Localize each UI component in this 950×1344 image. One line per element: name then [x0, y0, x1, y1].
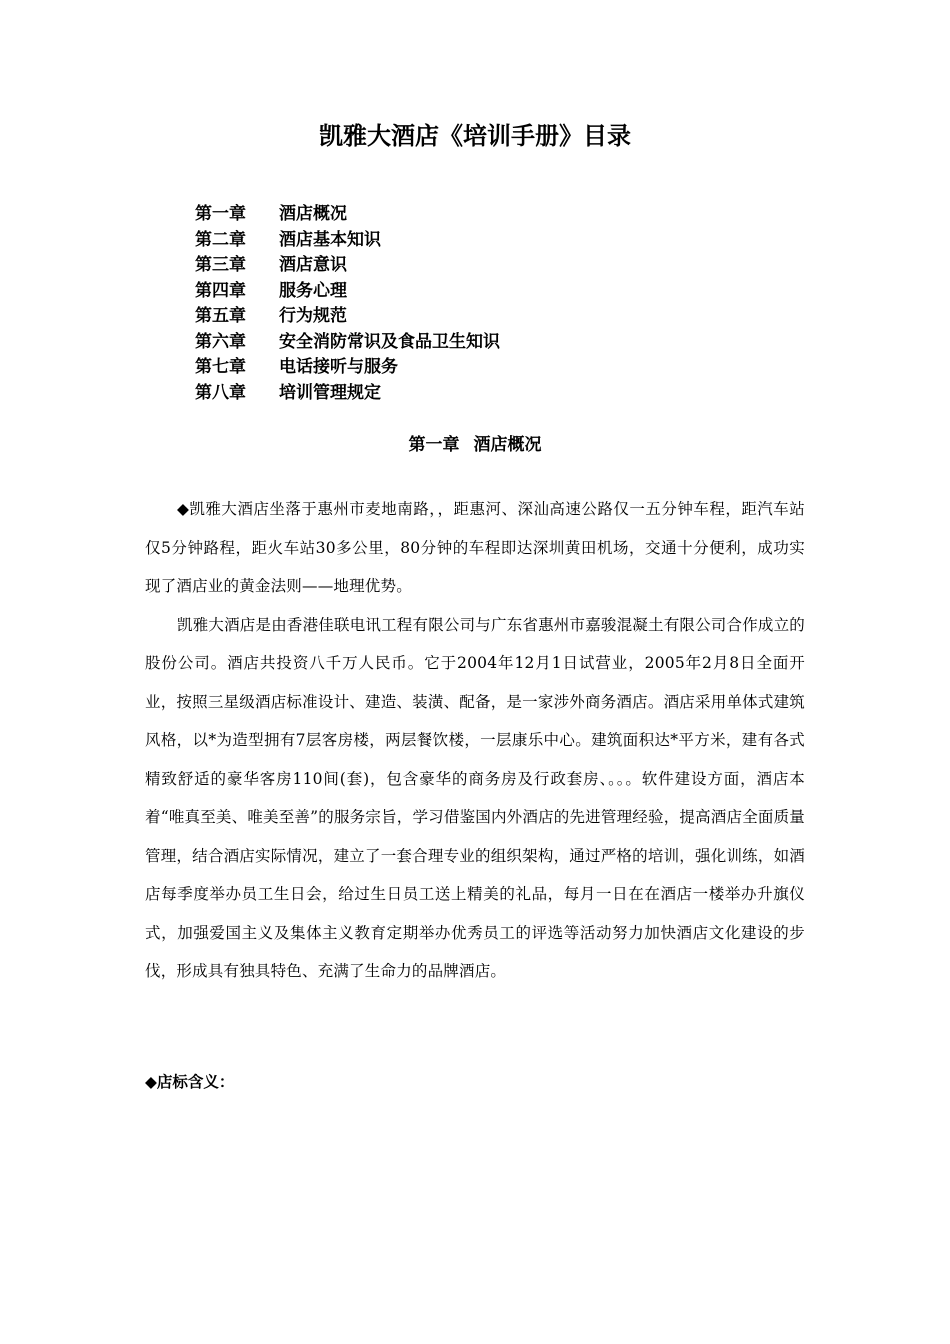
toc-chapter-name: 服务心理 — [279, 280, 347, 301]
toc-chapter-name: 行为规范 — [279, 306, 347, 326]
toc-chapter-name: 酒店基本知识 — [279, 229, 381, 250]
toc-chapter-number: 第七章 — [195, 357, 246, 377]
toc-chapter-number: 第六章 — [195, 331, 246, 352]
toc-chapter-name: 酒店意识 — [279, 255, 347, 275]
toc-entry — [195, 253, 500, 279]
table-of-contents — [195, 202, 500, 406]
toc-chapter-number: 第一章 — [195, 204, 246, 224]
toc-chapter-name: 酒店概况 — [279, 204, 347, 224]
toc-entry — [195, 381, 500, 407]
toc-entry — [195, 202, 500, 228]
body-text — [145, 490, 805, 991]
section-heading: 第一章 酒店概况 — [408, 435, 542, 455]
toc-entry — [195, 228, 500, 254]
document-title: 凯雅大酒店《培训手册》目录 — [319, 122, 631, 150]
paragraph-company-overview: 凯雅大酒店是由香港佳联电讯工程有限公司与广东省惠州市嘉骏混凝土有限公司合作成立的股份公司。酒店共投资八千万人民币。它于2004年12月1日试营业，2005年2月8日全面开业，按照三星级酒店标准设计、建造、装潢、配备，是一家涉外商务酒店。酒店采用单体式建筑风格，以*为造型拥有7层客房楼，两层餐饮楼，一层康乐中心。建筑面积达*平方米，建有各式精致舒适的豪华客房110间(套)，包含豪华的商务房及行政套房、。。。软件建设方面，酒店本着“唯真至美、唯美至善”的服务宗旨，学习借鉴国内外酒店的先进管理经验，提高酒店全面质量管理，结合酒店实际情况，建立了一套合理专业的组织架构，通过严格的培训，强化训练，如酒店每季度举办员工生日会，给过生日员工送上精美的礼品，每月一日在在酒店一楼举办升旗仪式，加强爱国主义及集体主义教育定期举办优秀员工的评选等活动努力加快酒店文化建设的步伐，形成具有独具特色、充满了生命力的品牌酒店。 — [145, 615, 806, 980]
logo-meaning-heading: ◆店标含义： — [145, 1073, 235, 1091]
toc-chapter-number: 第二章 — [195, 229, 246, 250]
toc-chapter-number: 第八章 — [195, 382, 246, 403]
paragraph-location: ◆凯雅大酒店坐落于惠州市麦地南路，，距惠河、深汕高速公路仅一五分钟车程，距汽车站仅5分钟路程，距火车站30多公里，80分钟的车程即达深圳黄田机场，交通十分便利，成功实现了酒店业的黄金法则——地理优势。 — [145, 500, 805, 595]
toc-chapter-number: 第三章 — [195, 255, 246, 275]
toc-chapter-number: 第五章 — [195, 306, 246, 326]
toc-chapter-number: 第四章 — [195, 280, 246, 301]
toc-entry — [195, 355, 500, 381]
toc-entry — [195, 330, 500, 356]
toc-entry — [195, 279, 500, 305]
toc-entry — [195, 304, 500, 330]
toc-chapter-name: 培训管理规定 — [279, 382, 381, 403]
toc-chapter-name: 电话接听与服务 — [279, 357, 398, 377]
toc-chapter-name: 安全消防常识及食品卫生知识 — [279, 331, 500, 352]
